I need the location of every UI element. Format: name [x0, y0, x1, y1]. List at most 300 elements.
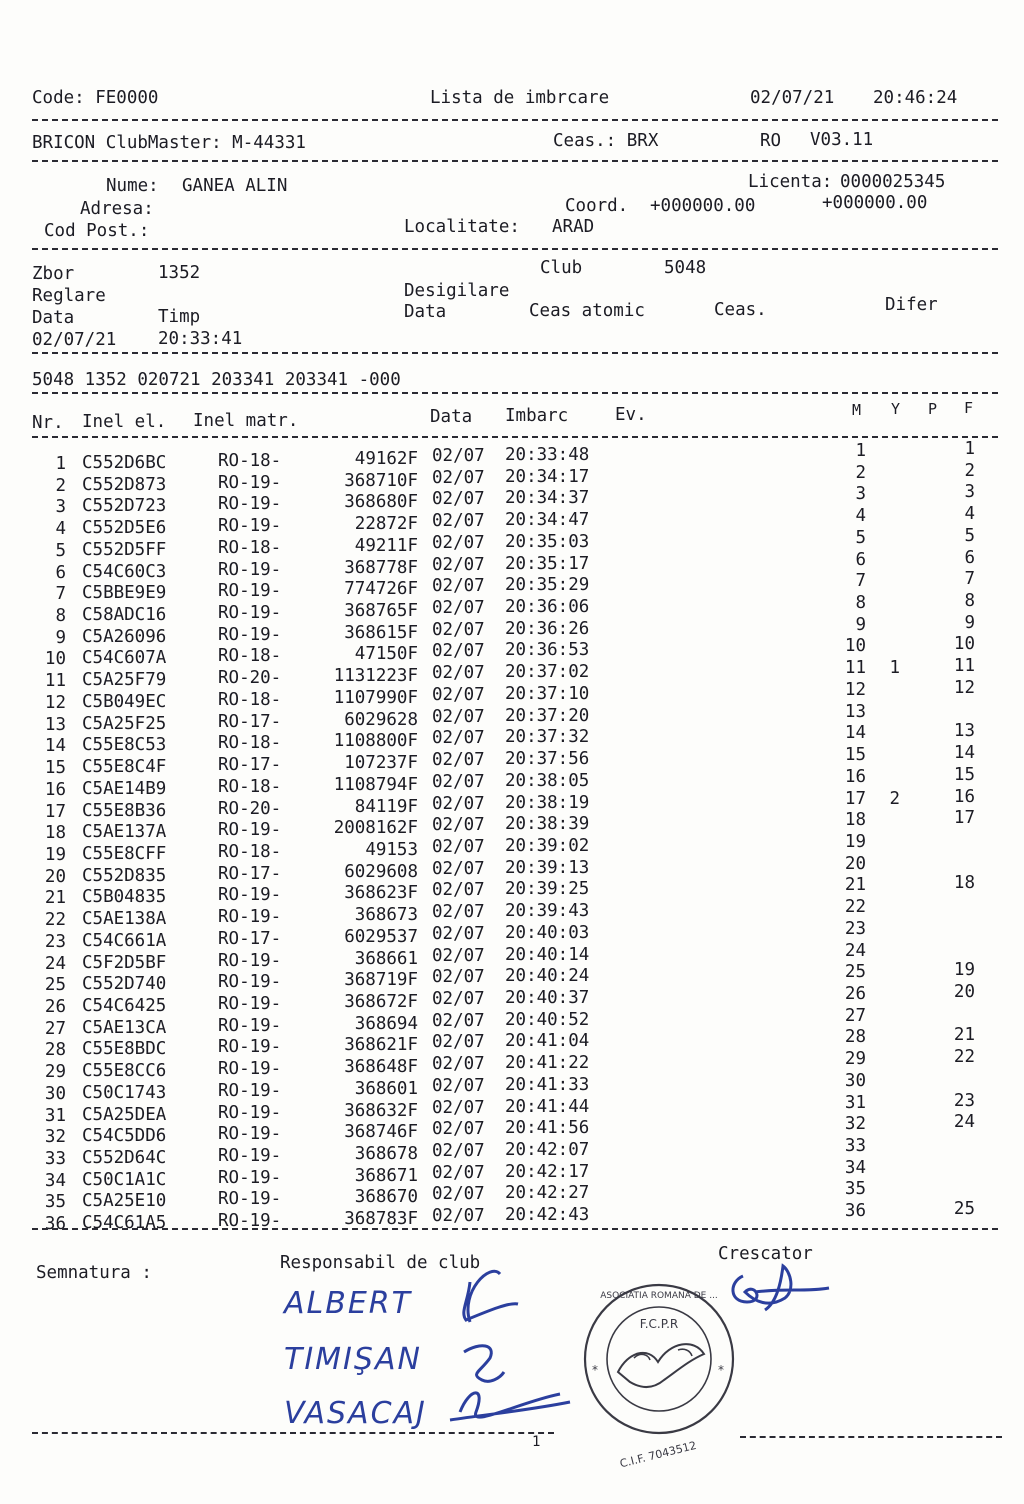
- row-ring-number: 368615F: [344, 622, 418, 643]
- row-number: 34: [44, 1170, 66, 1191]
- row-ring-prefix: RO-19-: [218, 950, 282, 971]
- license-number: 0000025345: [840, 172, 946, 192]
- row-number: 28: [44, 1040, 66, 1061]
- row-ring-prefix: RO-19-: [218, 820, 282, 841]
- row-m: 15: [844, 745, 866, 766]
- row-arrival-time: 20:34:47: [505, 510, 590, 531]
- name-label: Nume:: [106, 176, 159, 196]
- print-date: 02/07/21: [750, 88, 835, 108]
- row-arrival-time: 20:36:26: [505, 618, 590, 639]
- row-f: 12: [953, 677, 975, 698]
- row-m: 13: [844, 701, 866, 722]
- row-date: 02/07: [432, 706, 485, 727]
- row-m: 10: [844, 636, 866, 657]
- timp-label: Timp: [158, 307, 201, 327]
- row-ring-prefix: RO-19-: [218, 885, 282, 906]
- row-f: 13: [953, 721, 975, 742]
- desigilare-label: Desigilare: [404, 281, 510, 301]
- stamp-star-icon: *: [592, 1363, 598, 1377]
- row-ring-prefix: RO-18-: [218, 776, 282, 797]
- row-arrival-time: 20:39:02: [505, 835, 590, 856]
- row-ring-number: 368661: [354, 948, 418, 969]
- row-ring-prefix: RO-18-: [218, 646, 282, 667]
- row-electronic-ring: C54C61A5: [82, 1213, 167, 1234]
- row-m: 30: [844, 1070, 866, 1091]
- row-number: 33: [44, 1149, 66, 1170]
- row-m: 35: [844, 1179, 866, 1200]
- row-ring-prefix: RO-18-: [218, 689, 282, 710]
- row-electronic-ring: C55E8BDC: [82, 1039, 167, 1060]
- club-number: 5048: [664, 258, 707, 278]
- row-number: 6: [55, 562, 66, 583]
- row-m: 20: [844, 853, 866, 874]
- row-number: 23: [44, 931, 66, 952]
- row-m: 23: [844, 918, 866, 939]
- row-f: 15: [953, 764, 975, 785]
- row-ring-number: 49162F: [354, 449, 418, 469]
- locality-label: Localitate:: [404, 217, 520, 237]
- signature-name-albert: ALBERT: [284, 1286, 412, 1321]
- row-number: 4: [55, 519, 66, 540]
- row-f: 3: [964, 482, 975, 503]
- row-arrival-time: 20:33:48: [505, 445, 590, 465]
- row-arrival-time: 20:40:14: [505, 944, 590, 965]
- row-f: 16: [953, 786, 975, 807]
- summary-code-line: 5048 1352 020721 203341 203341 -000: [32, 370, 401, 390]
- row-m: 33: [844, 1136, 866, 1157]
- row-ring-prefix: RO-20-: [218, 798, 282, 819]
- row-m: 12: [844, 679, 866, 700]
- row-electronic-ring: C552D6BC: [82, 453, 167, 473]
- row-arrival-time: 20:37:10: [505, 683, 590, 704]
- row-ring-number: 368672F: [344, 992, 418, 1012]
- row-date: 02/07: [432, 446, 485, 466]
- row-ring-number: 49211F: [354, 535, 418, 556]
- desigilare-data-label: Data: [404, 302, 447, 322]
- row-arrival-time: 20:34:37: [505, 488, 590, 509]
- row-arrival-time: 20:36:53: [505, 640, 590, 661]
- row-m: 36: [844, 1201, 866, 1222]
- row-ring-number: 368671: [354, 1165, 418, 1186]
- row-electronic-ring: C552D5E6: [82, 518, 167, 539]
- row-ring-prefix: RO-19-: [218, 603, 282, 624]
- locality: ARAD: [552, 217, 595, 237]
- row-y: 1: [889, 658, 900, 679]
- row-ring-number: 368670: [354, 1187, 418, 1208]
- row-m: 34: [844, 1157, 866, 1178]
- row-ring-prefix: RO-17-: [218, 863, 282, 884]
- owner-name: GANEA ALIN: [182, 176, 288, 196]
- row-date: 02/07: [432, 641, 485, 662]
- difer-label: Difer: [885, 295, 938, 315]
- row-electronic-ring: C54C5DD6: [82, 1126, 167, 1147]
- row-ring-prefix: RO-19-: [218, 1124, 282, 1145]
- reglare-time: 20:33:41: [158, 329, 243, 349]
- row-arrival-time: 20:40:52: [505, 1009, 590, 1030]
- row-arrival-time: 20:36:06: [505, 597, 590, 618]
- zbor-label: Zbor: [32, 264, 75, 284]
- row-m: 21: [844, 875, 866, 896]
- breeder-signature-scribble: [725, 1262, 835, 1322]
- coord-label: Coord.: [565, 196, 629, 216]
- row-ring-prefix: RO-19-: [218, 1146, 282, 1167]
- row-electronic-ring: C552D873: [82, 474, 167, 495]
- row-f: 1: [964, 439, 975, 459]
- row-ring-number: 47150F: [354, 644, 418, 665]
- row-m: 5: [855, 527, 866, 548]
- row-arrival-time: 20:40:03: [505, 922, 590, 943]
- row-electronic-ring: C5B049EC: [82, 691, 167, 712]
- row-electronic-ring: C58ADC16: [82, 605, 167, 626]
- row-date: 02/07: [432, 1032, 485, 1053]
- zbor-number: 1352: [158, 263, 201, 283]
- row-f: 5: [964, 525, 975, 546]
- row-arrival-time: 20:41:04: [505, 1031, 590, 1052]
- coord-x: +000000.00: [650, 196, 756, 216]
- row-ring-prefix: RO-18-: [218, 451, 282, 471]
- col-y: Y: [891, 400, 901, 418]
- row-electronic-ring: C5A25F25: [82, 713, 167, 734]
- row-electronic-ring: C5A25E10: [82, 1191, 167, 1212]
- postal-label: Cod Post.:: [44, 221, 150, 241]
- row-arrival-time: 20:41:33: [505, 1074, 590, 1095]
- row-m: 9: [855, 614, 866, 635]
- row-electronic-ring: C5A26096: [82, 626, 167, 647]
- club-label: Club: [540, 258, 583, 278]
- stamp-star-icon: *: [718, 1363, 724, 1377]
- row-ring-number: 368680F: [344, 492, 418, 513]
- row-m: 26: [844, 984, 866, 1004]
- row-f: 7: [964, 569, 975, 590]
- row-date: 02/07: [432, 989, 485, 1009]
- row-number: 19: [44, 844, 66, 865]
- row-number: 31: [44, 1105, 66, 1126]
- row-electronic-ring: C5AE13CA: [82, 1017, 167, 1038]
- row-date: 02/07: [432, 1162, 485, 1183]
- atomic-clock-label: Ceas atomic: [529, 301, 645, 321]
- row-electronic-ring: C55E8C4F: [82, 757, 167, 778]
- row-arrival-time: 20:37:20: [505, 705, 590, 726]
- row-date: 02/07: [432, 598, 485, 619]
- row-number: 21: [44, 888, 66, 909]
- row-date: 02/07: [432, 902, 485, 923]
- row-f: 11: [953, 656, 975, 677]
- row-ring-number: 49153: [365, 839, 418, 860]
- row-ring-prefix: RO-19-: [218, 907, 282, 928]
- row-arrival-time: 20:42:07: [505, 1140, 590, 1161]
- row-m: 24: [844, 940, 866, 961]
- row-electronic-ring: C552D740: [82, 974, 167, 995]
- row-ring-prefix: RO-17-: [218, 928, 282, 949]
- row-electronic-ring: C55E8CC6: [82, 1061, 167, 1082]
- data-label: Data: [32, 308, 75, 328]
- row-arrival-time: 20:40:37: [505, 988, 590, 1008]
- license-label: Licenta:: [748, 172, 833, 192]
- row-ring-number: 368623F: [344, 883, 418, 904]
- row-date: 02/07: [432, 771, 485, 792]
- row-date: 02/07: [432, 815, 485, 836]
- col-p: P: [928, 400, 938, 418]
- row-date: 02/07: [432, 684, 485, 705]
- row-date: 02/07: [432, 1119, 485, 1140]
- row-number: 35: [44, 1192, 66, 1213]
- row-ring-prefix: RO-18-: [218, 841, 282, 862]
- signature-name-vasacaj: VASACAJ: [284, 1396, 427, 1431]
- row-arrival-time: 20:41:44: [505, 1096, 590, 1117]
- row-date: 02/07: [432, 1010, 485, 1031]
- row-number: 9: [55, 627, 66, 648]
- row-date: 02/07: [432, 880, 485, 901]
- row-number: 22: [44, 910, 66, 931]
- row-ring-prefix: RO-19-: [218, 994, 282, 1014]
- row-ring-number: 1108794F: [333, 774, 418, 795]
- row-ring-prefix: RO-19-: [218, 624, 282, 645]
- system-id: BRICON ClubMaster: M-44331: [32, 133, 306, 153]
- row-date: 02/07: [432, 858, 485, 879]
- row-f: 20: [953, 982, 975, 1002]
- row-arrival-time: 20:35:17: [505, 553, 590, 574]
- row-ring-prefix: RO-19-: [218, 581, 282, 602]
- row-ring-number: 1131223F: [333, 666, 418, 687]
- row-ring-number: 368678: [354, 1144, 418, 1165]
- row-ring-prefix: RO-19-: [218, 1080, 282, 1101]
- row-ring-prefix: RO-19-: [218, 559, 282, 580]
- row-m: 8: [855, 593, 866, 614]
- row-ring-number: 368778F: [344, 557, 418, 578]
- row-arrival-time: 20:37:32: [505, 727, 590, 748]
- row-electronic-ring: C55E8CFF: [82, 843, 167, 864]
- row-date: 02/07: [432, 1184, 485, 1205]
- row-ring-number: 368621F: [344, 1035, 418, 1056]
- row-ring-number: 368601: [354, 1078, 418, 1099]
- row-number: 32: [44, 1127, 66, 1148]
- row-f: 9: [964, 612, 975, 633]
- row-date: 02/07: [432, 728, 485, 749]
- row-number: 5: [55, 540, 66, 561]
- row-m: 28: [844, 1027, 866, 1048]
- row-m: 31: [844, 1092, 866, 1113]
- row-ring-number: 1107990F: [333, 687, 418, 708]
- row-f: 6: [964, 547, 975, 568]
- row-electronic-ring: C552D5FF: [82, 539, 167, 560]
- row-number: 25: [44, 975, 66, 996]
- row-ring-number: 368783F: [344, 1209, 418, 1230]
- row-y: 2: [889, 788, 900, 809]
- stamp-cif: C.I.F. 7043512: [618, 1438, 698, 1471]
- row-electronic-ring: C54C661A: [82, 930, 167, 951]
- row-m: 17: [844, 788, 866, 809]
- row-ring-number: 6029537: [344, 926, 418, 947]
- row-date: 02/07: [432, 576, 485, 597]
- signature-name-timisan: TIMIŞAN: [284, 1342, 422, 1377]
- row-arrival-time: 20:39:25: [505, 879, 590, 900]
- row-number: 36: [44, 1214, 66, 1235]
- row-m: 27: [844, 1005, 866, 1026]
- row-number: 10: [44, 649, 66, 670]
- row-ring-prefix: RO-19-: [218, 1037, 282, 1058]
- row-electronic-ring: C5AE138A: [82, 909, 167, 930]
- row-date: 02/07: [432, 1075, 485, 1096]
- row-arrival-time: 20:35:03: [505, 531, 590, 552]
- row-date: 02/07: [432, 663, 485, 684]
- row-date: 02/07: [432, 967, 485, 988]
- row-arrival-time: 20:41:56: [505, 1118, 590, 1139]
- row-ring-prefix: RO-19-: [218, 1211, 282, 1232]
- col-data: Data: [430, 407, 473, 427]
- row-date: 02/07: [432, 1097, 485, 1118]
- row-arrival-time: 20:40:24: [505, 966, 590, 987]
- row-ring-prefix: RO-19-: [218, 1059, 282, 1080]
- club-responsible-label: Responsabil de club: [280, 1253, 481, 1273]
- row-electronic-ring: C5BBE9E9: [82, 583, 167, 604]
- row-electronic-ring: C5AE14B9: [82, 778, 167, 799]
- row-m: 14: [844, 723, 866, 744]
- row-ring-prefix: RO-19-: [218, 972, 282, 993]
- row-electronic-ring: C54C6425: [82, 996, 167, 1016]
- row-ring-number: 368710F: [344, 470, 418, 491]
- row-ring-prefix: RO-19-: [218, 1102, 282, 1123]
- row-f: 23: [953, 1090, 975, 1111]
- row-electronic-ring: C55E8B36: [82, 800, 167, 821]
- row-f: 21: [953, 1025, 975, 1046]
- row-number: 27: [44, 1018, 66, 1039]
- row-date: 02/07: [432, 467, 485, 488]
- row-m: 32: [844, 1114, 866, 1135]
- row-arrival-time: 20:42:17: [505, 1161, 590, 1182]
- row-number: 12: [44, 692, 66, 713]
- row-arrival-time: 20:34:17: [505, 466, 590, 487]
- row-ring-number: 368632F: [344, 1100, 418, 1121]
- row-arrival-time: 20:38:19: [505, 792, 590, 813]
- row-ring-prefix: RO-18-: [218, 733, 282, 754]
- row-electronic-ring: C54C60C3: [82, 561, 167, 582]
- row-date: 02/07: [432, 793, 485, 814]
- row-arrival-time: 20:38:39: [505, 814, 590, 835]
- row-f: 2: [964, 460, 975, 481]
- row-ring-prefix: RO-18-: [218, 537, 282, 558]
- row-number: 11: [44, 671, 66, 692]
- print-time: 20:46:24: [873, 88, 958, 108]
- row-ring-prefix: RO-19-: [218, 1167, 282, 1188]
- row-m: 2: [855, 462, 866, 483]
- row-number: 24: [44, 953, 66, 974]
- col-inel-el: Inel el.: [82, 412, 167, 432]
- row-m: 3: [855, 484, 866, 505]
- row-arrival-time: 20:39:13: [505, 857, 590, 878]
- row-number: 20: [44, 866, 66, 887]
- row-date: 02/07: [432, 836, 485, 857]
- row-arrival-time: 20:37:02: [505, 662, 590, 683]
- document-title: Lista de imbrcare: [430, 88, 610, 108]
- version: V03.11: [810, 130, 874, 150]
- row-arrival-time: 20:37:56: [505, 749, 590, 770]
- clock-type: Ceas.: BRX: [553, 131, 659, 151]
- row-electronic-ring: C552D64C: [82, 1148, 167, 1169]
- row-electronic-ring: C5B04835: [82, 887, 167, 908]
- clock-label: Ceas.: [714, 300, 767, 320]
- row-number: 13: [44, 714, 66, 735]
- row-date: 02/07: [432, 1206, 485, 1227]
- row-ring-number: 368648F: [344, 1057, 418, 1078]
- row-date: 02/07: [432, 619, 485, 640]
- row-date: 02/07: [432, 511, 485, 532]
- signature-label: Semnatura :: [36, 1263, 152, 1283]
- country-code: RO: [760, 131, 782, 151]
- row-f: 4: [964, 504, 975, 525]
- row-ring-prefix: RO-19-: [218, 516, 282, 537]
- coord-y: +000000.00: [822, 193, 928, 213]
- row-f: 19: [953, 960, 975, 981]
- row-ring-number: 1108800F: [333, 731, 418, 752]
- separator: [32, 1432, 554, 1434]
- row-date: 02/07: [432, 532, 485, 553]
- stamp-org: F.C.P.R: [639, 1317, 679, 1331]
- row-date: 02/07: [432, 945, 485, 966]
- row-number: 17: [44, 801, 66, 822]
- row-ring-number: 774726F: [344, 579, 418, 600]
- row-m: 4: [855, 506, 866, 527]
- row-ring-number: 368746F: [344, 1122, 418, 1143]
- signature-scribbles: [430, 1262, 570, 1442]
- row-m: 11: [844, 658, 866, 679]
- row-number: 30: [44, 1083, 66, 1104]
- row-electronic-ring: C5A25DEA: [82, 1104, 167, 1125]
- row-m: 1: [855, 441, 866, 461]
- row-arrival-time: 20:41:22: [505, 1053, 590, 1074]
- row-m: 6: [855, 549, 866, 570]
- row-arrival-time: 20:42:43: [505, 1205, 590, 1226]
- row-ring-number: 22872F: [354, 514, 418, 535]
- reglare-date: 02/07/21: [32, 330, 117, 350]
- row-date: 02/07: [432, 750, 485, 771]
- col-inel-matr: Inel matr.: [193, 411, 299, 431]
- row-ring-prefix: RO-17-: [218, 711, 282, 732]
- row-electronic-ring: C54C607A: [82, 648, 167, 669]
- row-number: 26: [44, 997, 66, 1017]
- row-electronic-ring: C50C1743: [82, 1082, 167, 1103]
- row-ring-number: 368673: [354, 905, 418, 926]
- row-number: 29: [44, 1062, 66, 1083]
- row-f: 22: [953, 1047, 975, 1068]
- form-code: Code: FE0000: [32, 88, 159, 108]
- row-electronic-ring: C55E8C53: [82, 735, 167, 756]
- row-f: 25: [953, 1199, 975, 1220]
- fcpr-seal: [578, 1262, 740, 1494]
- row-electronic-ring: C552D835: [82, 865, 167, 886]
- row-f: 14: [953, 743, 975, 764]
- row-f: 24: [953, 1112, 975, 1133]
- row-ring-prefix: RO-19-: [218, 494, 282, 515]
- row-ring-prefix: RO-19-: [218, 1189, 282, 1210]
- row-ring-number: 107237F: [344, 753, 418, 774]
- row-m: 29: [844, 1049, 866, 1070]
- row-m: 25: [844, 962, 866, 983]
- row-ring-prefix: RO-19-: [218, 472, 282, 493]
- row-m: 18: [844, 810, 866, 831]
- row-ring-number: 6029608: [344, 861, 418, 882]
- row-date: 02/07: [432, 1141, 485, 1162]
- row-f: 17: [953, 808, 975, 829]
- row-m: 16: [844, 766, 866, 787]
- row-date: 02/07: [432, 923, 485, 944]
- col-imbarc: Imbarc: [505, 406, 569, 426]
- row-m: 19: [844, 831, 866, 852]
- row-number: 18: [44, 823, 66, 844]
- breeder-label: Crescator: [718, 1244, 813, 1264]
- row-m: 22: [844, 897, 866, 918]
- row-ring-prefix: RO-20-: [218, 668, 282, 689]
- row-electronic-ring: C5F2D5BF: [82, 952, 167, 973]
